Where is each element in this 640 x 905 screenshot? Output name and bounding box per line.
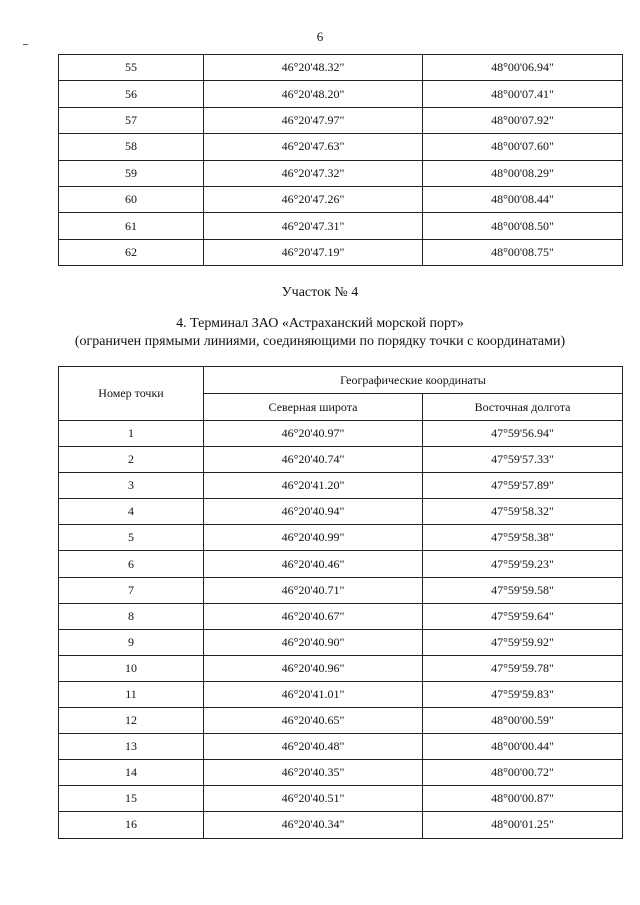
header-point-number: Номер точки (59, 367, 204, 421)
latitude-cell: 46°20'48.20" (204, 81, 423, 107)
table-row (59, 499, 623, 525)
longitude-cell: 48°00'00.87" (423, 786, 623, 812)
table-row (59, 473, 623, 499)
latitude-cell: 46°20'41.01" (204, 681, 423, 707)
table-row (59, 525, 623, 551)
latitude-cell: 46°20'40.97" (204, 421, 423, 447)
longitude-cell: 47°59'59.23" (423, 551, 623, 577)
latitude-cell: 46°20'47.31" (204, 213, 423, 239)
point-number-cell: 56 (59, 81, 204, 107)
table-row (59, 186, 623, 212)
longitude-cell: 48°00'08.44" (423, 186, 623, 212)
point-number-cell: 5 (59, 525, 204, 551)
point-number-cell: 12 (59, 708, 204, 734)
latitude-cell: 46°20'47.63" (204, 134, 423, 160)
point-number-cell: 4 (59, 499, 204, 525)
table-row (59, 239, 623, 265)
section-subheading: (ограничен прямыми линиями, соединяющими по порядку точки с координатами) (74, 334, 566, 349)
table-row (59, 577, 623, 603)
coordinates-table (58, 366, 623, 839)
point-number-cell: 60 (59, 186, 204, 212)
latitude-cell: 46°20'40.94" (204, 499, 423, 525)
point-number-cell: 13 (59, 734, 204, 760)
table-row (59, 708, 623, 734)
longitude-cell: 47°59'57.89" (423, 473, 623, 499)
latitude-cell: 46°20'48.32" (204, 55, 423, 81)
coordinates-table-continued-body (59, 55, 623, 266)
latitude-cell: 46°20'40.46" (204, 551, 423, 577)
table-row (59, 160, 623, 186)
point-number-cell: 62 (59, 239, 204, 265)
longitude-cell: 48°00'08.50" (423, 213, 623, 239)
longitude-cell: 47°59'58.32" (423, 499, 623, 525)
header-east-longitude: Восточная долгота (423, 394, 623, 421)
latitude-cell: 46°20'40.67" (204, 603, 423, 629)
point-number-cell: 14 (59, 760, 204, 786)
scan-speck (23, 44, 28, 45)
longitude-cell: 48°00'00.72" (423, 760, 623, 786)
table-row (59, 55, 623, 81)
longitude-cell: 48°00'07.60" (423, 134, 623, 160)
header-north-latitude: Северная широта (204, 394, 423, 421)
longitude-cell: 47°59'59.78" (423, 655, 623, 681)
point-number-cell: 10 (59, 655, 204, 681)
point-number-cell: 1 (59, 421, 204, 447)
point-number-cell: 9 (59, 629, 204, 655)
latitude-cell: 46°20'40.48" (204, 734, 423, 760)
latitude-cell: 46°20'47.97" (204, 107, 423, 133)
longitude-cell: 47°59'59.83" (423, 681, 623, 707)
longitude-cell: 47°59'57.33" (423, 447, 623, 473)
page-number: 6 (316, 29, 324, 44)
point-number-cell: 6 (59, 551, 204, 577)
point-number-cell: 8 (59, 603, 204, 629)
point-number-cell: 57 (59, 107, 204, 133)
longitude-cell: 47°59'56.94" (423, 421, 623, 447)
point-number-cell: 3 (59, 473, 204, 499)
table-row (59, 786, 623, 812)
latitude-cell: 46°20'40.71" (204, 577, 423, 603)
table-row (59, 681, 623, 707)
table-row (59, 551, 623, 577)
latitude-cell: 46°20'40.96" (204, 655, 423, 681)
point-number-cell: 16 (59, 812, 204, 838)
longitude-cell: 48°00'07.41" (423, 81, 623, 107)
section-label: Участок № 4 (281, 285, 359, 300)
longitude-cell: 48°00'08.75" (423, 239, 623, 265)
point-number-cell: 15 (59, 786, 204, 812)
longitude-cell: 48°00'00.59" (423, 708, 623, 734)
point-number-cell: 2 (59, 447, 204, 473)
table-row (59, 760, 623, 786)
longitude-cell: 47°59'59.92" (423, 629, 623, 655)
latitude-cell: 46°20'40.34" (204, 812, 423, 838)
longitude-cell: 48°00'07.92" (423, 107, 623, 133)
latitude-cell: 46°20'47.32" (204, 160, 423, 186)
point-number-cell: 59 (59, 160, 204, 186)
latitude-cell: 46°20'40.65" (204, 708, 423, 734)
table-row (59, 734, 623, 760)
table-row (59, 421, 623, 447)
section-heading: 4. Терминал ЗАО «Астраханский морской порт» (176, 316, 464, 331)
table-row (59, 629, 623, 655)
latitude-cell: 46°20'40.74" (204, 447, 423, 473)
table-row (59, 655, 623, 681)
longitude-cell: 48°00'08.29" (423, 160, 623, 186)
longitude-cell: 48°00'00.44" (423, 734, 623, 760)
table-row (59, 447, 623, 473)
longitude-cell: 47°59'58.38" (423, 525, 623, 551)
latitude-cell: 46°20'40.35" (204, 760, 423, 786)
latitude-cell: 46°20'47.19" (204, 239, 423, 265)
point-number-cell: 58 (59, 134, 204, 160)
point-number-cell: 61 (59, 213, 204, 239)
table-row (59, 81, 623, 107)
latitude-cell: 46°20'40.99" (204, 525, 423, 551)
longitude-cell: 48°00'01.25" (423, 812, 623, 838)
table-row (59, 134, 623, 160)
latitude-cell: 46°20'41.20" (204, 473, 423, 499)
table-row (59, 213, 623, 239)
table-row (59, 107, 623, 133)
coordinates-table-body (59, 421, 623, 839)
header-geo-coordinates: Географические координаты (204, 367, 623, 394)
latitude-cell: 46°20'40.51" (204, 786, 423, 812)
point-number-cell: 7 (59, 577, 204, 603)
table-row (59, 812, 623, 838)
table-row (59, 603, 623, 629)
coordinates-table-continued (58, 54, 623, 266)
point-number-cell: 11 (59, 681, 204, 707)
longitude-cell: 47°59'59.64" (423, 603, 623, 629)
latitude-cell: 46°20'40.90" (204, 629, 423, 655)
coordinates-table-header (59, 367, 623, 421)
longitude-cell: 47°59'59.58" (423, 577, 623, 603)
point-number-cell: 55 (59, 55, 204, 81)
longitude-cell: 48°00'06.94" (423, 55, 623, 81)
latitude-cell: 46°20'47.26" (204, 186, 423, 212)
